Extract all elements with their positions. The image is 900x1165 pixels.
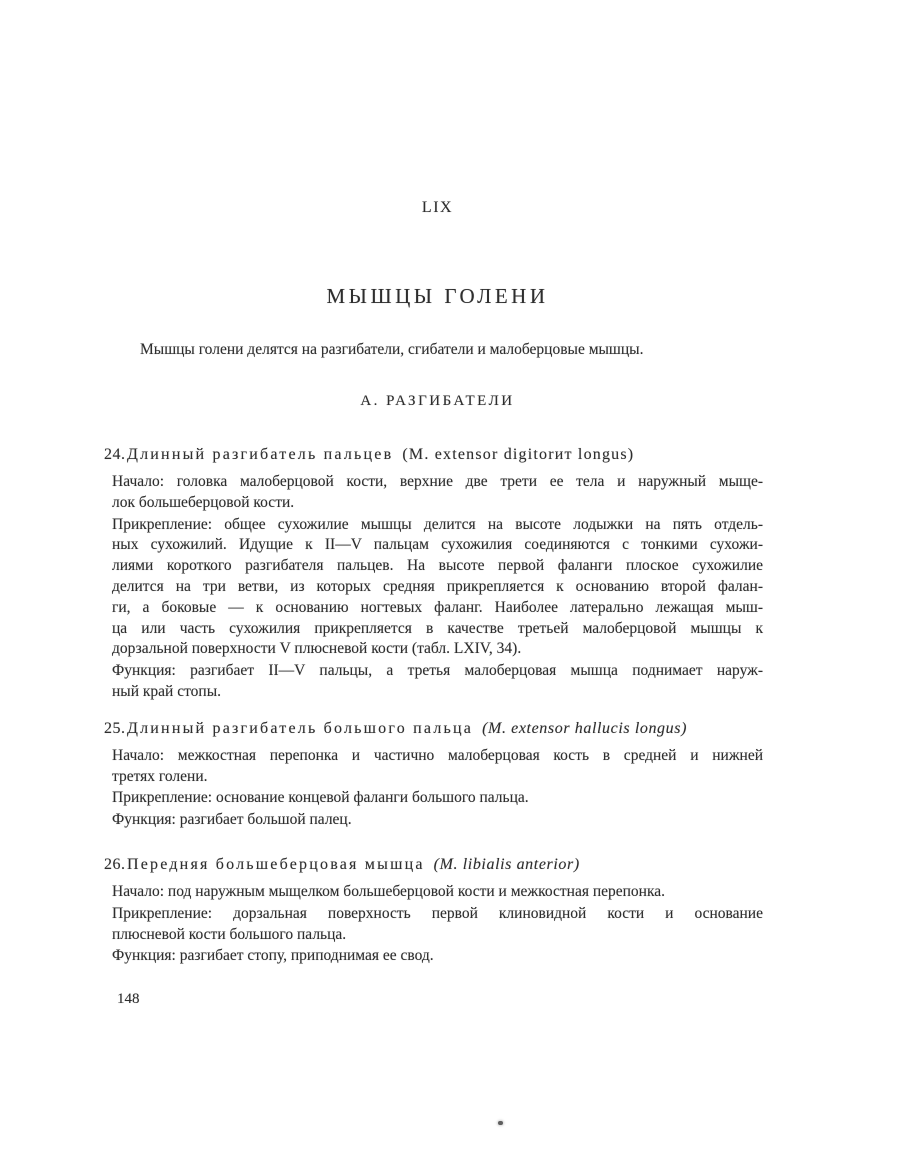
text-line: ных сухожилий. Идущие к II—V пальцам сухожилия соединяются с тонкими сухожи- <box>112 536 763 554</box>
entry-name-latin: (M. extensor digitorит longus) <box>402 446 635 463</box>
text-line: Начало: под наружным мыщелком большеберцовой кости и межкостная перепонка. <box>112 882 666 900</box>
text-line: Функция: разгибает стопу, приподнимая ее свод. <box>112 947 434 965</box>
entry-paragraph-origin <box>112 746 763 788</box>
entry-paragraph-function <box>112 946 763 967</box>
text-line: лиями короткого разгибателя пальцев. На высоте первой фаланги плоское сухожилие <box>112 557 763 575</box>
muscle-entry-25 <box>104 718 763 831</box>
text-line: Прикрепление: общее сухожилие мышцы делится на высоте лодыжки на пять отдель- <box>112 515 763 533</box>
entry-number: 24. <box>104 446 126 463</box>
entry-paragraph-insertion <box>112 515 763 661</box>
entry-heading <box>104 444 763 465</box>
entry-paragraph-origin <box>112 472 763 514</box>
page-number: 148 <box>117 991 140 1008</box>
text-line: Функция: разгибает большой палец. <box>112 811 352 829</box>
text-line: ца или часть сухожилия прикрепляется в качестве третьей малоберцовой мышцы к <box>112 619 763 637</box>
entry-heading <box>104 854 763 875</box>
entry-name-latin: (M. libialis anterior) <box>433 855 580 873</box>
entry-paragraph-function <box>112 661 763 703</box>
entry-paragraph-function <box>112 810 763 831</box>
text-line: делится на три ветви, из которых средняя прикрепляется к основанию второй фалан- <box>112 577 763 595</box>
ink-speck <box>498 1121 503 1125</box>
entry-name-ru: Передняя большеберцовая мышца <box>127 855 425 873</box>
text-line: плюсневой кости большого пальца. <box>112 925 347 943</box>
entry-paragraph-insertion <box>112 788 763 809</box>
section-heading: А. РАЗГИБАТЕЛИ <box>360 393 515 409</box>
plate-number: LIX <box>421 199 454 216</box>
muscle-entry-24 <box>104 444 763 703</box>
entry-name-ru: Длинный разгибатель пальцев <box>127 446 394 463</box>
text-line: третях голени. <box>112 767 208 785</box>
text-line: Функция: разгибает II—V пальцы, а третья малоберцовая мышца поднимает наруж- <box>112 662 763 680</box>
text-line: Начало: головка малоберцовой кости, верхние две трети ее тела и наружный мыще- <box>112 473 763 490</box>
text-line: лок большеберцовой кости. <box>112 493 295 511</box>
text-line: ги, а боковые — к основанию ногтевых фаланг. Наиболее латерально лежащая мыш- <box>112 598 763 616</box>
muscle-entry-26 <box>104 854 763 967</box>
text-line: ный край стопы. <box>112 682 221 700</box>
entry-paragraph-insertion <box>112 904 763 946</box>
entry-name-latin: (M. extensor hallucis longus) <box>482 719 688 737</box>
text-line: Прикрепление: дорзальная поверхность первой клиновидной кости и основание <box>112 904 763 922</box>
entry-name-ru: Длинный разгибатель большого пальца <box>127 719 474 737</box>
entry-heading <box>104 718 763 739</box>
page-title: МЫШЦЫ ГОЛЕНИ <box>326 284 549 308</box>
intro-paragraph: Мышцы голени делятся на разгибатели, сгибатели и малоберцовые мышцы. <box>140 341 644 358</box>
text-line: Прикрепление: основание концевой фаланги большого пальца. <box>112 789 529 807</box>
entry-paragraph-origin <box>112 882 763 903</box>
text-line: дорзальной поверхности V плюсневой кости (табл. LXIV, 34). <box>112 640 522 658</box>
entry-number: 26. <box>104 855 126 873</box>
entry-number: 25. <box>104 719 126 737</box>
text-line: Начало: межкостная перепонка и частично малоберцовая кость в средней и нижней <box>112 746 763 764</box>
